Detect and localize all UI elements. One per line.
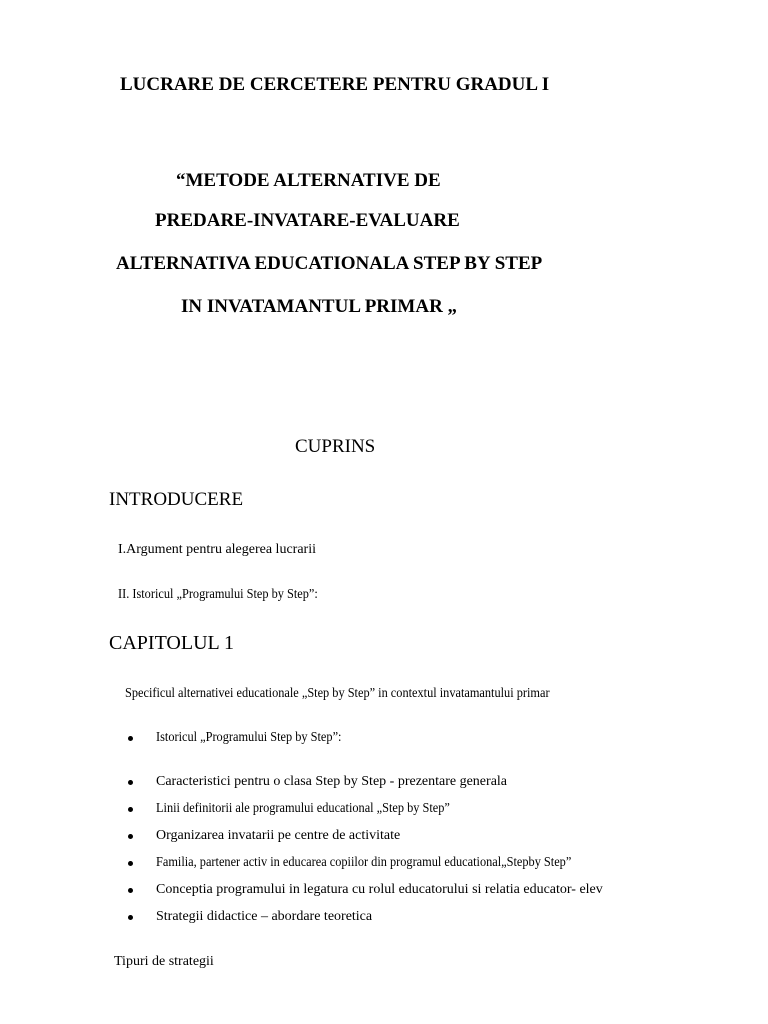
intro-item-2 [118, 587, 345, 603]
title-line-1: “METODE ALTERNATIVE DE [176, 170, 441, 191]
list-item-text: Linii definitorii ale programului educational „Step by Step” [156, 801, 450, 816]
bullet-icon [128, 736, 133, 741]
list-item-text: Conceptia programului in legatura cu rolul educatorului si relatia educator- elev [156, 882, 603, 897]
list-item-text: Caracteristici pentru o clasa Step by Step - prezentare generala [156, 774, 508, 789]
list-item-text: Familia, partener activ in educarea copiilor din programul educational„Stepby Step” [156, 855, 572, 870]
bullet-icon [128, 861, 133, 866]
bullet-icon [128, 807, 133, 812]
document-heading: LUCRARE DE CERCETERE PENTRU GRADUL I [120, 74, 550, 95]
list-item-text: Istoricul „Programului Step by Step”: [156, 730, 342, 745]
introduction-heading: INTRODUCERE [109, 489, 244, 510]
list-item-text: Organizarea invatarii pe centre de activitate [156, 828, 401, 843]
chapter1-subtitle [125, 686, 607, 702]
contents-heading: CUPRINS [295, 436, 376, 457]
intro-item-1: I.Argument pentru alegerea lucrarii [118, 542, 316, 557]
bullet-icon [128, 780, 133, 785]
title-line-4: IN INVATAMANTUL PRIMAR „ [181, 296, 458, 317]
bullet-icon [128, 834, 133, 839]
footer-text: Tipuri de strategii [114, 954, 214, 969]
bullet-icon [128, 915, 133, 920]
chapter1-subtitle-text: Specificul alternativei educationale „Step by Step” in contextul invatamantului primar [125, 686, 550, 701]
bullet-icon [128, 888, 133, 893]
title-line-3: ALTERNATIVA EDUCATIONALA STEP BY STEP [116, 253, 543, 274]
title-line-2: PREDARE-INVATARE-EVALUARE [155, 210, 460, 231]
intro-item-2-text: II. Istoricul „Programului Step by Step”: [118, 587, 318, 602]
chapter1-heading: CAPITOLUL 1 [109, 632, 234, 654]
list-item-text: Strategii didactice – abordare teoretica [156, 909, 373, 924]
